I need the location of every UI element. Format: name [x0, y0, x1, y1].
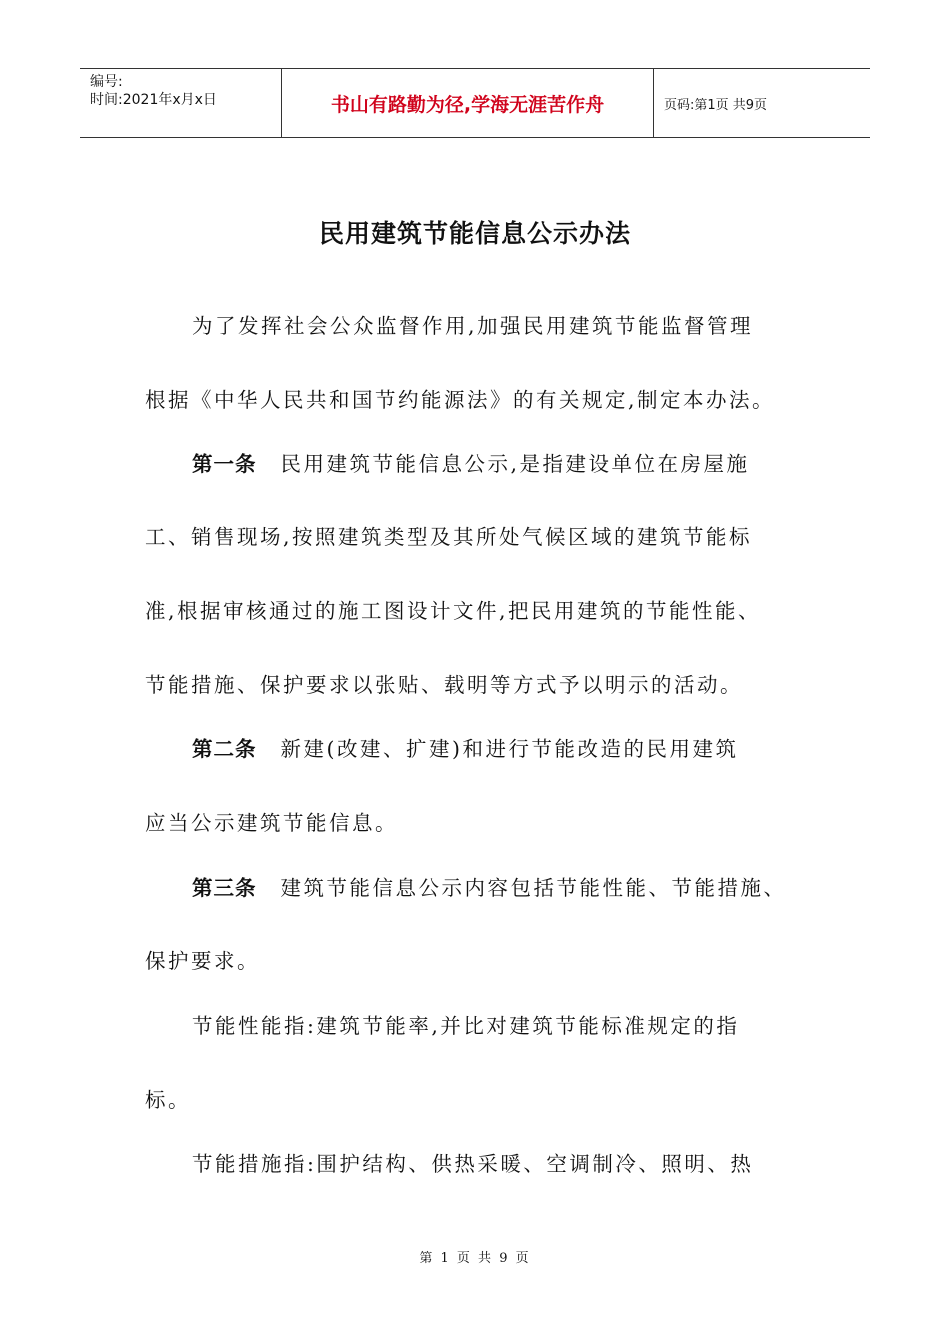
paragraph-line: 节能措施指:围护结构、供热采暖、空调制冷、照明、热: [192, 1152, 754, 1176]
date-label: 时间:2021年x月x日: [90, 92, 217, 108]
paragraph-text: 新建(改建、扩建)和进行节能改造的民用建筑: [280, 737, 739, 761]
paragraph-line: 为了发挥社会公众监督作用,加强民用建筑节能监督管理: [192, 314, 754, 338]
article-2-line: [192, 732, 739, 762]
paragraph-text: 建筑节能信息公示内容包括节能性能、节能措施、: [280, 876, 787, 900]
article-1-label: 第一条: [192, 452, 257, 476]
paragraph-line: 节能措施、保护要求以张贴、载明等方式予以明示的活动。: [145, 673, 743, 697]
paragraph-line: 保护要求。: [145, 949, 260, 973]
article-3-line: [192, 871, 787, 901]
article-1-line: [192, 447, 750, 477]
motto: 书山有路勤为径,学海无涯苦作舟: [282, 69, 654, 137]
header-info-cell: [80, 69, 282, 137]
number-label: 编号:: [90, 74, 123, 90]
paragraph-line: 根据《中华人民共和国节约能源法》的有关规定,制定本办法。: [145, 388, 776, 412]
paragraph-line: 节能性能指:建筑节能率,并比对建筑节能标准规定的指: [192, 1014, 740, 1038]
paragraph-line: 标。: [145, 1088, 191, 1112]
paragraph-line: 准,根据审核通过的施工图设计文件,把民用建筑的节能性能、: [145, 599, 762, 623]
article-3-label: 第三条: [192, 876, 257, 900]
paragraph-text: 民用建筑节能信息公示,是指建设单位在房屋施: [280, 452, 750, 476]
page-code: 页码:第1页 共9页: [664, 97, 768, 113]
paragraph-line: 工、销售现场,按照建筑类型及其所处气候区域的建筑节能标: [145, 525, 753, 549]
page-footer: 第 1 页 共 9 页: [419, 1251, 531, 1266]
paragraph-line: 应当公示建筑节能信息。: [145, 811, 398, 835]
document-title: 民用建筑节能信息公示办法: [318, 219, 631, 248]
header-table: [80, 68, 870, 138]
article-2-label: 第二条: [192, 737, 257, 761]
